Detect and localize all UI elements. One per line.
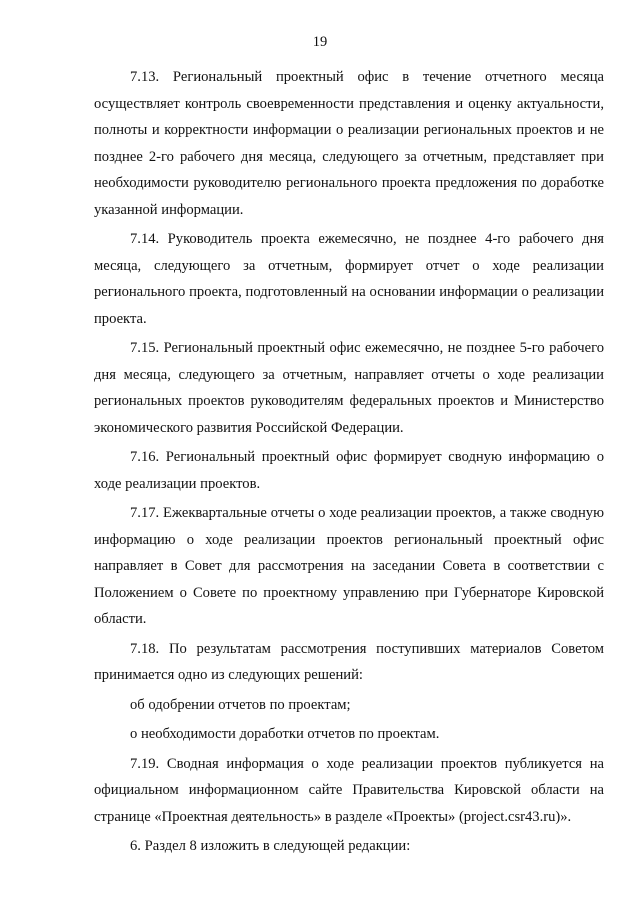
paragraph-7-18: 7.18. По результатам рассмотрения поступивших материалов Советом принимается одно из следующих решений: xyxy=(94,640,604,683)
decision-item-approve: об одобрении отчетов по проектам; xyxy=(130,696,351,713)
paragraph-7-13: 7.13. Региональный проектный офис в течение отчетного месяца осуществляет контроль своевременности представления и оценку актуальности, полноты и корректности информации о реализации региональных проектов и не позднее 2-го рабочего дня месяца, следующего за отчетным, представляет при необходимости руководителю регионального проекта предложения по доработке указанной информации. xyxy=(94,69,604,218)
document-body xyxy=(94,64,604,860)
paragraph-section-8: 6. Раздел 8 изложить в следующей редакции: xyxy=(130,838,411,854)
paragraph-7-14: 7.14. Руководитель проекта ежемесячно, не позднее 4-го рабочего дня месяца, следующего за отчетным, формирует отчет о ходе реализации регионального проекта, подготовленный на основании информации о реализации проекта. xyxy=(94,231,604,327)
page-number: 19 xyxy=(312,34,328,50)
decision-item-revise: о необходимости доработки отчетов по проектам. xyxy=(130,726,440,742)
paragraph-7-17: 7.17. Ежеквартальные отчеты о ходе реализации проектов, а также сводную информацию о ходе реализации проектов региональный проектный офис направляет в Совет для рассмотрения на заседании Совета в соответствии с Положением о Совете по проектному управлению при Губернаторе Кировской области. xyxy=(94,505,604,627)
paragraph-7-19: 7.19. Сводная информация о ходе реализации проектов публикуется на официальном информационном сайте Правительства Кировской области на странице «Проектная деятельность» в разделе «Проекты» (project.csr43.ru)». xyxy=(94,755,604,825)
paragraph-7-15: 7.15. Региональный проектный офис ежемесячно, не позднее 5-го рабочего дня месяца, следующего за отчетным, направляет отчеты о ходе реализации региональных проектов руководителям федеральных проектов и Министерство экономического развития Российской Федерации. xyxy=(94,340,604,436)
paragraph-7-16: 7.16. Региональный проектный офис формирует сводную информацию о ходе реализации проектов. xyxy=(94,449,604,492)
